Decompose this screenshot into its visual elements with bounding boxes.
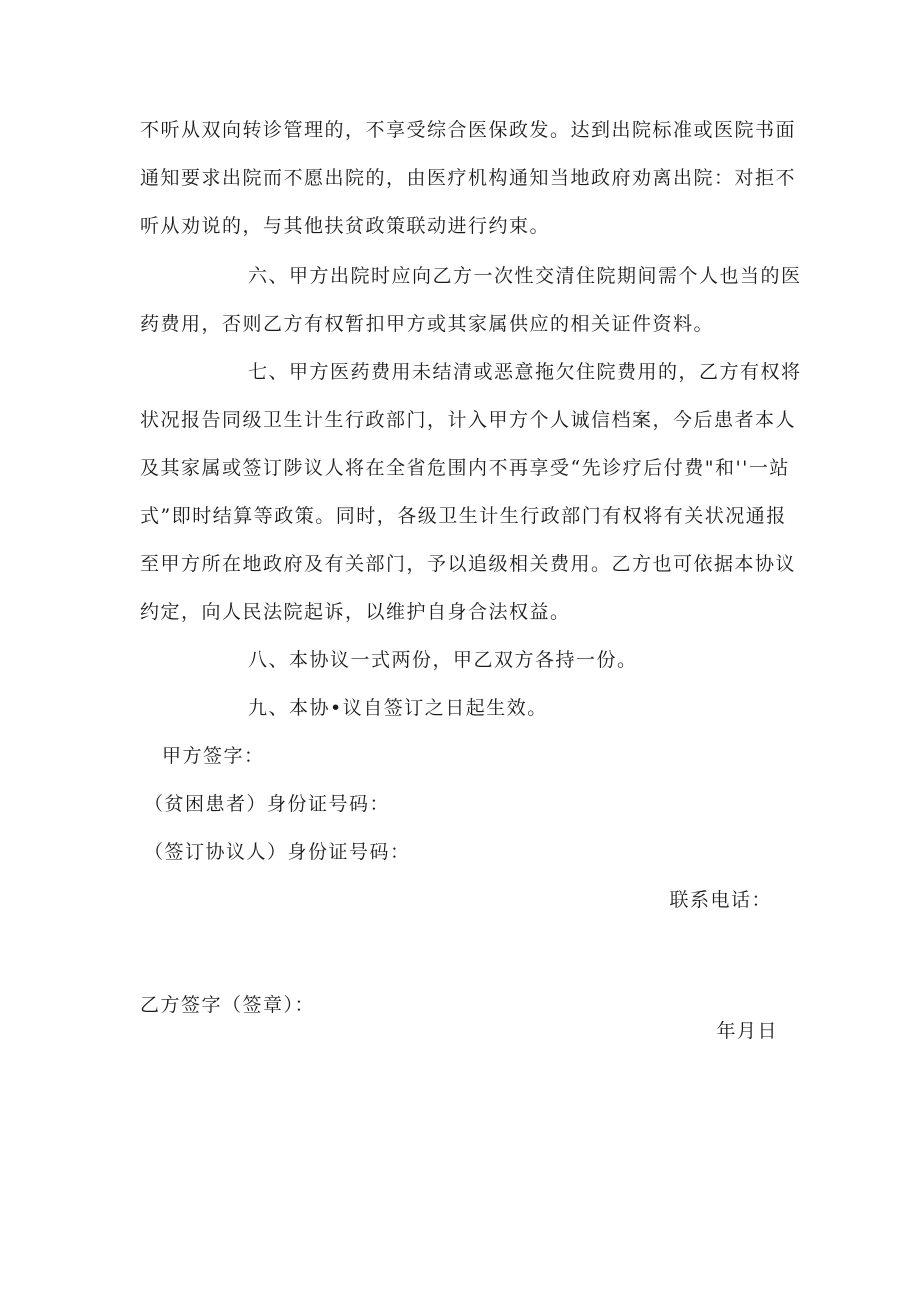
clause-9: 九、本协•议自签订之日起生效。	[248, 697, 548, 719]
date-label: 年月日	[716, 1020, 778, 1042]
paragraph-line: 不听从双向转诊管理的，不享受综合医保政发。达到出院标准或医院书面	[140, 119, 797, 141]
party-a-signature-label: 甲方签字：	[162, 745, 265, 767]
clause-7-line: 及其家属或签订陟议人将在全省危围内不再享受“先诊疗后付费"和''一站	[140, 457, 790, 479]
clause-7-line: 七、甲方医药费用未结清或恶意拖欠住院费用的，乙方有权将	[248, 361, 802, 383]
party-b-signature-label: 乙方签字（签章）：	[140, 994, 316, 1016]
patient-id-label: （贫困患者）身份证号码：	[144, 793, 391, 815]
paragraph-line: 通知要求出院而不愿出院的，由医疗机构通知当地政府劝离出院：对拒不	[140, 167, 797, 189]
clause-7-line: 至甲方所在地政府及有关部门，予以追级相关费用。乙方也可依据本协议	[140, 553, 797, 575]
clause-6-line: 药费用，否则乙方有权暂扣甲方或其家属供应的相关证件资料。	[140, 313, 715, 335]
clause-8: 八、本协议一式两份，甲乙双方各持一份。	[248, 649, 638, 671]
signer-id-label: （签订协议人）身份证号码：	[144, 841, 411, 863]
clause-6-line: 六、甲方出院时应向乙方一次性交清住院期间需个人也当的医	[248, 265, 802, 287]
clause-7-line: 约定，向人民法院起诉，以维护自身合法权益。	[140, 601, 571, 623]
phone-label: 联系电话：	[669, 889, 772, 911]
paragraph-line: 听从劝说的，与其他扶贫政策联动进行约束。	[140, 215, 551, 237]
clause-7-line: 状况报告同级卫生计生行政部门，计入甲方个人诚信档案，今后患者本人	[140, 409, 797, 431]
clause-7-line: 式”即时结算等政策。同时，各级卫生计生行政部门有权将有关状况通报	[140, 505, 787, 527]
